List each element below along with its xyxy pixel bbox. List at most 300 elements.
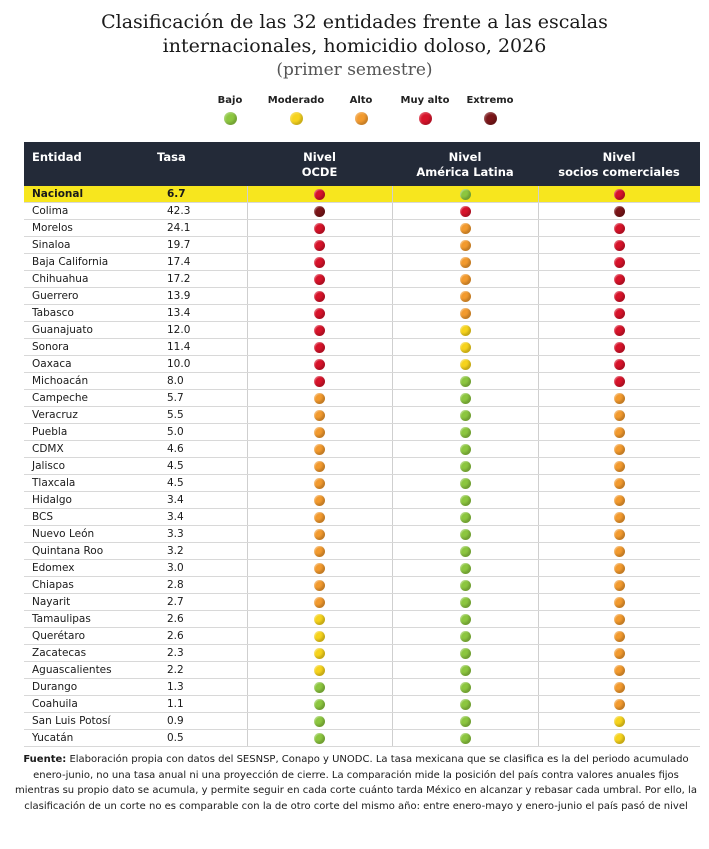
cell-nivel-america-latina bbox=[392, 475, 538, 492]
table-row bbox=[24, 560, 700, 577]
header-nivel-ocde: Nivel OCDE bbox=[247, 142, 392, 186]
cell-nivel-america-latina bbox=[392, 594, 538, 611]
cell-nivel-socios-comerciales bbox=[538, 662, 700, 679]
cell-nivel-socios-comerciales bbox=[538, 373, 700, 390]
cell-nivel-socios-comerciales bbox=[538, 611, 700, 628]
cell-nivel-ocde bbox=[247, 526, 392, 543]
level-dot-moderado bbox=[314, 648, 325, 659]
level-dot-alto bbox=[614, 478, 625, 489]
table-row bbox=[24, 628, 700, 645]
cell-nivel-ocde bbox=[247, 645, 392, 662]
legend-item-extremo bbox=[445, 94, 535, 125]
level-dot-alto bbox=[314, 495, 325, 506]
level-dot-bajo bbox=[460, 512, 471, 523]
level-dot-bajo bbox=[460, 699, 471, 710]
cell-nivel-socios-comerciales bbox=[538, 526, 700, 543]
cell-nivel-socios-comerciales bbox=[538, 356, 700, 373]
level-dot-moderado bbox=[314, 614, 325, 625]
cell-nivel-ocde bbox=[247, 458, 392, 475]
cell-nivel-socios-comerciales bbox=[538, 475, 700, 492]
cell-entidad: Chihuahua bbox=[24, 271, 147, 288]
level-dot-alto bbox=[314, 427, 325, 438]
cell-entidad: Guanajuato bbox=[24, 322, 147, 339]
cell-nivel-ocde bbox=[247, 543, 392, 560]
level-dot-muy-alto bbox=[314, 325, 325, 336]
cell-nivel-ocde bbox=[247, 475, 392, 492]
level-dot-alto bbox=[614, 580, 625, 591]
table-row bbox=[24, 594, 700, 611]
level-dot-extremo bbox=[314, 206, 325, 217]
cell-nivel-ocde bbox=[247, 305, 392, 322]
cell-nivel-america-latina bbox=[392, 645, 538, 662]
table-header-row bbox=[24, 142, 700, 186]
level-dot-alto bbox=[460, 257, 471, 268]
level-dot-bajo bbox=[460, 461, 471, 472]
table-row bbox=[24, 458, 700, 475]
level-dot-alto bbox=[614, 682, 625, 693]
cell-nivel-america-latina bbox=[392, 628, 538, 645]
cell-tasa: 8.0 bbox=[147, 373, 247, 390]
level-dot-muy-alto bbox=[614, 274, 625, 285]
cell-nivel-america-latina bbox=[392, 611, 538, 628]
table-row bbox=[24, 645, 700, 662]
cell-nivel-america-latina bbox=[392, 696, 538, 713]
cell-nivel-ocde bbox=[247, 322, 392, 339]
cell-nivel-socios-comerciales bbox=[538, 339, 700, 356]
level-dot-alto bbox=[614, 495, 625, 506]
cell-entidad: Durango bbox=[24, 679, 147, 696]
classification-table bbox=[24, 142, 700, 747]
table-row bbox=[24, 662, 700, 679]
cell-entidad: Jalisco bbox=[24, 458, 147, 475]
cell-entidad: Guerrero bbox=[24, 288, 147, 305]
level-dot-bajo bbox=[460, 444, 471, 455]
level-dot-bajo bbox=[460, 716, 471, 727]
level-dot-alto bbox=[614, 665, 625, 676]
cell-nivel-america-latina bbox=[392, 254, 538, 271]
cell-tasa: 2.6 bbox=[147, 611, 247, 628]
cell-entidad: Tabasco bbox=[24, 305, 147, 322]
table-row bbox=[24, 407, 700, 424]
table-row bbox=[24, 730, 700, 747]
level-dot-alto bbox=[614, 648, 625, 659]
level-dot-alto bbox=[614, 529, 625, 540]
cell-entidad: Sinaloa bbox=[24, 237, 147, 254]
level-dot-bajo bbox=[460, 665, 471, 676]
level-dot-muy-alto bbox=[614, 325, 625, 336]
cell-entidad: Aguascalientes bbox=[24, 662, 147, 679]
cell-nivel-america-latina bbox=[392, 577, 538, 594]
cell-nivel-socios-comerciales bbox=[538, 254, 700, 271]
chart-subtitle: (primer semestre) bbox=[276, 60, 433, 80]
cell-entidad: Tamaulipas bbox=[24, 611, 147, 628]
cell-nivel-ocde bbox=[247, 407, 392, 424]
level-dot-bajo bbox=[460, 614, 471, 625]
cell-nivel-america-latina bbox=[392, 203, 538, 220]
cell-nivel-ocde bbox=[247, 628, 392, 645]
cell-entidad: Michoacán bbox=[24, 373, 147, 390]
level-dot-alto bbox=[314, 478, 325, 489]
level-dot-muy-alto bbox=[614, 240, 625, 251]
source-text: Elaboración propia con datos del SESNSP, Conapo y UNODC. La tasa mexicana que se clasifica es la del periodo acumulado enero-junio, no una tasa anual ni una proyección de cierre. La comparación mide la posición del país contra valores anuales fijos mientras su propio dato se acumula, y permite seguir en cada corte cuánto tarda México en alcanzar y rebasar cada umbral. Por ello, la clasificación de un corte no es comparable con la de otro corte del mismo año: entre enero-mayo y enero-junio el país pasó de nivel bbox=[15, 754, 697, 812]
level-dot-muy-alto bbox=[314, 257, 325, 268]
level-dot-muy-alto bbox=[314, 291, 325, 302]
level-dot-bajo bbox=[314, 733, 325, 744]
cell-tasa: 13.4 bbox=[147, 305, 247, 322]
cell-nivel-america-latina bbox=[392, 509, 538, 526]
cell-tasa: 10.0 bbox=[147, 356, 247, 373]
table-row bbox=[24, 611, 700, 628]
level-dot-muy-alto bbox=[614, 376, 625, 387]
level-dot-moderado bbox=[314, 631, 325, 642]
cell-tasa: 4.6 bbox=[147, 441, 247, 458]
table-row bbox=[24, 237, 700, 254]
cell-tasa: 2.8 bbox=[147, 577, 247, 594]
level-dot-alto bbox=[314, 461, 325, 472]
cell-nivel-america-latina bbox=[392, 288, 538, 305]
level-dot-moderado bbox=[314, 665, 325, 676]
cell-tasa: 3.3 bbox=[147, 526, 247, 543]
table-row bbox=[24, 271, 700, 288]
table-row bbox=[24, 424, 700, 441]
cell-nivel-america-latina bbox=[392, 407, 538, 424]
table-row bbox=[24, 356, 700, 373]
cell-nivel-america-latina bbox=[392, 679, 538, 696]
level-dot-alto bbox=[460, 240, 471, 251]
cell-nivel-ocde bbox=[247, 679, 392, 696]
cell-tasa: 13.9 bbox=[147, 288, 247, 305]
cell-nivel-socios-comerciales bbox=[538, 713, 700, 730]
level-dot-muy-alto bbox=[614, 223, 625, 234]
table-row bbox=[24, 305, 700, 322]
level-dot-moderado bbox=[460, 342, 471, 353]
level-dot-alto bbox=[314, 410, 325, 421]
cell-nivel-ocde bbox=[247, 390, 392, 407]
level-dot-alto bbox=[460, 223, 471, 234]
cell-tasa: 2.2 bbox=[147, 662, 247, 679]
cell-entidad: Veracruz bbox=[24, 407, 147, 424]
level-dot-bajo bbox=[460, 546, 471, 557]
level-dot-alto bbox=[314, 529, 325, 540]
level-dot-alto bbox=[460, 274, 471, 285]
cell-entidad: Zacatecas bbox=[24, 645, 147, 662]
level-dot-bajo bbox=[460, 393, 471, 404]
cell-nivel-socios-comerciales bbox=[538, 322, 700, 339]
cell-nivel-america-latina bbox=[392, 220, 538, 237]
level-dot-bajo bbox=[460, 563, 471, 574]
level-dot-muy-alto bbox=[314, 189, 325, 200]
cell-tasa: 0.9 bbox=[147, 713, 247, 730]
level-dot-muy-alto bbox=[614, 189, 625, 200]
cell-nivel-socios-comerciales bbox=[538, 203, 700, 220]
level-dot-muy-alto bbox=[314, 376, 325, 387]
cell-nivel-socios-comerciales bbox=[538, 679, 700, 696]
level-dot-alto bbox=[614, 631, 625, 642]
table-row bbox=[24, 526, 700, 543]
cell-entidad: Nacional bbox=[24, 186, 147, 203]
level-dot-alto bbox=[314, 393, 325, 404]
cell-tasa: 42.3 bbox=[147, 203, 247, 220]
cell-entidad: CDMX bbox=[24, 441, 147, 458]
cell-nivel-ocde bbox=[247, 424, 392, 441]
cell-entidad: Oaxaca bbox=[24, 356, 147, 373]
cell-nivel-socios-comerciales bbox=[538, 237, 700, 254]
level-dot-bajo bbox=[314, 682, 325, 693]
cell-nivel-socios-comerciales bbox=[538, 696, 700, 713]
cell-entidad: Coahuila bbox=[24, 696, 147, 713]
level-dot-muy-alto bbox=[614, 359, 625, 370]
level-dot-alto bbox=[314, 597, 325, 608]
cell-entidad: Nayarit bbox=[24, 594, 147, 611]
cell-nivel-socios-comerciales bbox=[538, 730, 700, 747]
legend-dot-alto bbox=[355, 112, 368, 125]
level-dot-alto bbox=[460, 291, 471, 302]
header-tasa: Tasa bbox=[147, 142, 247, 186]
cell-entidad: Baja California bbox=[24, 254, 147, 271]
table-row bbox=[24, 696, 700, 713]
level-dot-bajo bbox=[460, 648, 471, 659]
level-dot-moderado bbox=[460, 359, 471, 370]
cell-nivel-socios-comerciales bbox=[538, 186, 700, 203]
cell-nivel-ocde bbox=[247, 254, 392, 271]
cell-nivel-socios-comerciales bbox=[538, 560, 700, 577]
level-dot-moderado bbox=[460, 325, 471, 336]
cell-nivel-socios-comerciales bbox=[538, 441, 700, 458]
cell-tasa: 2.3 bbox=[147, 645, 247, 662]
table-row bbox=[24, 288, 700, 305]
level-dot-alto bbox=[614, 393, 625, 404]
cell-entidad: Quintana Roo bbox=[24, 543, 147, 560]
legend-label-alto: Alto bbox=[349, 95, 373, 106]
level-dot-alto bbox=[614, 614, 625, 625]
table-body bbox=[24, 186, 700, 747]
level-dot-alto bbox=[614, 427, 625, 438]
cell-nivel-socios-comerciales bbox=[538, 509, 700, 526]
cell-nivel-socios-comerciales bbox=[538, 543, 700, 560]
cell-tasa: 5.5 bbox=[147, 407, 247, 424]
legend-dot-extremo bbox=[484, 112, 497, 125]
cell-tasa: 5.7 bbox=[147, 390, 247, 407]
cell-nivel-ocde bbox=[247, 492, 392, 509]
cell-nivel-ocde bbox=[247, 288, 392, 305]
cell-nivel-ocde bbox=[247, 220, 392, 237]
level-dot-alto bbox=[614, 699, 625, 710]
table-row bbox=[24, 441, 700, 458]
table-row-nacional bbox=[24, 186, 700, 203]
cell-tasa: 19.7 bbox=[147, 237, 247, 254]
cell-nivel-ocde bbox=[247, 203, 392, 220]
level-dot-bajo bbox=[460, 597, 471, 608]
cell-tasa: 17.4 bbox=[147, 254, 247, 271]
level-dot-alto bbox=[314, 580, 325, 591]
level-dot-muy-alto bbox=[614, 342, 625, 353]
header-entidad: Entidad bbox=[24, 142, 147, 186]
legend-dot-muy-alto bbox=[419, 112, 432, 125]
level-dot-bajo bbox=[314, 699, 325, 710]
level-dot-bajo bbox=[460, 529, 471, 540]
cell-entidad: Nuevo León bbox=[24, 526, 147, 543]
level-dot-alto bbox=[614, 563, 625, 574]
cell-entidad: Tlaxcala bbox=[24, 475, 147, 492]
cell-nivel-socios-comerciales bbox=[538, 305, 700, 322]
cell-nivel-socios-comerciales bbox=[538, 594, 700, 611]
cell-nivel-socios-comerciales bbox=[538, 492, 700, 509]
table-row bbox=[24, 475, 700, 492]
cell-nivel-america-latina bbox=[392, 322, 538, 339]
level-dot-alto bbox=[614, 597, 625, 608]
chart-title-line-1: Clasificación de las 32 entidades frente a las escalas bbox=[101, 11, 608, 33]
cell-entidad: Campeche bbox=[24, 390, 147, 407]
cell-entidad: Chiapas bbox=[24, 577, 147, 594]
cell-nivel-ocde bbox=[247, 509, 392, 526]
level-dot-alto bbox=[614, 461, 625, 472]
cell-nivel-ocde bbox=[247, 441, 392, 458]
cell-tasa: 17.2 bbox=[147, 271, 247, 288]
legend bbox=[0, 94, 709, 134]
cell-nivel-socios-comerciales bbox=[538, 645, 700, 662]
level-dot-bajo bbox=[460, 427, 471, 438]
level-dot-bajo bbox=[460, 410, 471, 421]
level-dot-muy-alto bbox=[614, 308, 625, 319]
level-dot-moderado bbox=[614, 733, 625, 744]
cell-entidad: San Luis Potosí bbox=[24, 713, 147, 730]
cell-nivel-ocde bbox=[247, 577, 392, 594]
level-dot-alto bbox=[614, 444, 625, 455]
cell-tasa: 1.3 bbox=[147, 679, 247, 696]
cell-nivel-america-latina bbox=[392, 271, 538, 288]
table-row bbox=[24, 322, 700, 339]
cell-nivel-america-latina bbox=[392, 373, 538, 390]
cell-nivel-ocde bbox=[247, 271, 392, 288]
table-row bbox=[24, 509, 700, 526]
cell-tasa: 6.7 bbox=[147, 186, 247, 203]
cell-entidad: Edomex bbox=[24, 560, 147, 577]
cell-tasa: 3.4 bbox=[147, 492, 247, 509]
cell-entidad: Sonora bbox=[24, 339, 147, 356]
level-dot-bajo bbox=[460, 631, 471, 642]
cell-tasa: 2.6 bbox=[147, 628, 247, 645]
legend-label-muy-alto: Muy alto bbox=[400, 95, 450, 106]
legend-dot-moderado bbox=[290, 112, 303, 125]
cell-nivel-america-latina bbox=[392, 441, 538, 458]
level-dot-alto bbox=[314, 444, 325, 455]
legend-label-bajo: Bajo bbox=[217, 95, 243, 106]
level-dot-muy-alto bbox=[314, 240, 325, 251]
level-dot-muy-alto bbox=[614, 291, 625, 302]
cell-nivel-america-latina bbox=[392, 560, 538, 577]
cell-nivel-ocde bbox=[247, 237, 392, 254]
level-dot-alto bbox=[614, 512, 625, 523]
cell-nivel-socios-comerciales bbox=[538, 628, 700, 645]
level-dot-alto bbox=[314, 563, 325, 574]
cell-tasa: 3.2 bbox=[147, 543, 247, 560]
level-dot-alto bbox=[460, 308, 471, 319]
cell-entidad: Hidalgo bbox=[24, 492, 147, 509]
cell-nivel-socios-comerciales bbox=[538, 458, 700, 475]
level-dot-bajo bbox=[460, 682, 471, 693]
header-nivel-socios-comerciales: Nivel socios comerciales bbox=[538, 142, 700, 186]
table-row bbox=[24, 254, 700, 271]
level-dot-alto bbox=[614, 546, 625, 557]
cell-tasa: 12.0 bbox=[147, 322, 247, 339]
cell-nivel-ocde bbox=[247, 356, 392, 373]
table-row bbox=[24, 492, 700, 509]
cell-nivel-america-latina bbox=[392, 305, 538, 322]
cell-nivel-america-latina bbox=[392, 662, 538, 679]
level-dot-alto bbox=[314, 512, 325, 523]
cell-tasa: 2.7 bbox=[147, 594, 247, 611]
level-dot-bajo bbox=[460, 580, 471, 591]
cell-nivel-ocde bbox=[247, 696, 392, 713]
cell-nivel-socios-comerciales bbox=[538, 577, 700, 594]
cell-nivel-america-latina bbox=[392, 186, 538, 203]
cell-nivel-socios-comerciales bbox=[538, 220, 700, 237]
table-row bbox=[24, 390, 700, 407]
header-nivel-america-latina: Nivel América Latina bbox=[392, 142, 538, 186]
cell-tasa: 5.0 bbox=[147, 424, 247, 441]
cell-nivel-socios-comerciales bbox=[538, 288, 700, 305]
cell-nivel-socios-comerciales bbox=[538, 424, 700, 441]
cell-nivel-america-latina bbox=[392, 713, 538, 730]
table-row bbox=[24, 220, 700, 237]
cell-nivel-america-latina bbox=[392, 458, 538, 475]
cell-nivel-socios-comerciales bbox=[538, 271, 700, 288]
cell-nivel-ocde bbox=[247, 713, 392, 730]
level-dot-muy-alto bbox=[314, 308, 325, 319]
cell-tasa: 0.5 bbox=[147, 730, 247, 747]
level-dot-muy-alto bbox=[614, 257, 625, 268]
cell-nivel-ocde bbox=[247, 662, 392, 679]
level-dot-bajo bbox=[460, 376, 471, 387]
level-dot-muy-alto bbox=[314, 359, 325, 370]
level-dot-moderado bbox=[614, 716, 625, 727]
source-label: Fuente: bbox=[23, 754, 67, 765]
table-row bbox=[24, 203, 700, 220]
level-dot-alto bbox=[314, 546, 325, 557]
cell-tasa: 24.1 bbox=[147, 220, 247, 237]
cell-nivel-ocde bbox=[247, 594, 392, 611]
level-dot-muy-alto bbox=[314, 274, 325, 285]
table-row bbox=[24, 577, 700, 594]
table-row bbox=[24, 339, 700, 356]
cell-nivel-america-latina bbox=[392, 424, 538, 441]
table-row bbox=[24, 543, 700, 560]
chart-title-line-2: internacionales, homicidio doloso, 2026 bbox=[162, 35, 547, 57]
legend-label-moderado: Moderado bbox=[267, 95, 325, 106]
cell-nivel-america-latina bbox=[392, 339, 538, 356]
cell-entidad: Morelos bbox=[24, 220, 147, 237]
cell-entidad: Colima bbox=[24, 203, 147, 220]
cell-nivel-ocde bbox=[247, 339, 392, 356]
cell-nivel-america-latina bbox=[392, 356, 538, 373]
legend-dot-bajo bbox=[224, 112, 237, 125]
cell-nivel-america-latina bbox=[392, 730, 538, 747]
cell-nivel-ocde bbox=[247, 186, 392, 203]
source-note bbox=[14, 752, 698, 814]
table-row bbox=[24, 679, 700, 696]
level-dot-bajo bbox=[460, 478, 471, 489]
cell-entidad: Querétaro bbox=[24, 628, 147, 645]
level-dot-bajo bbox=[460, 495, 471, 506]
cell-nivel-america-latina bbox=[392, 492, 538, 509]
cell-tasa: 3.0 bbox=[147, 560, 247, 577]
cell-tasa: 1.1 bbox=[147, 696, 247, 713]
cell-nivel-ocde bbox=[247, 373, 392, 390]
cell-nivel-socios-comerciales bbox=[538, 407, 700, 424]
legend-label-extremo: Extremo bbox=[466, 95, 514, 106]
level-dot-extremo bbox=[614, 206, 625, 217]
level-dot-bajo bbox=[460, 189, 471, 200]
